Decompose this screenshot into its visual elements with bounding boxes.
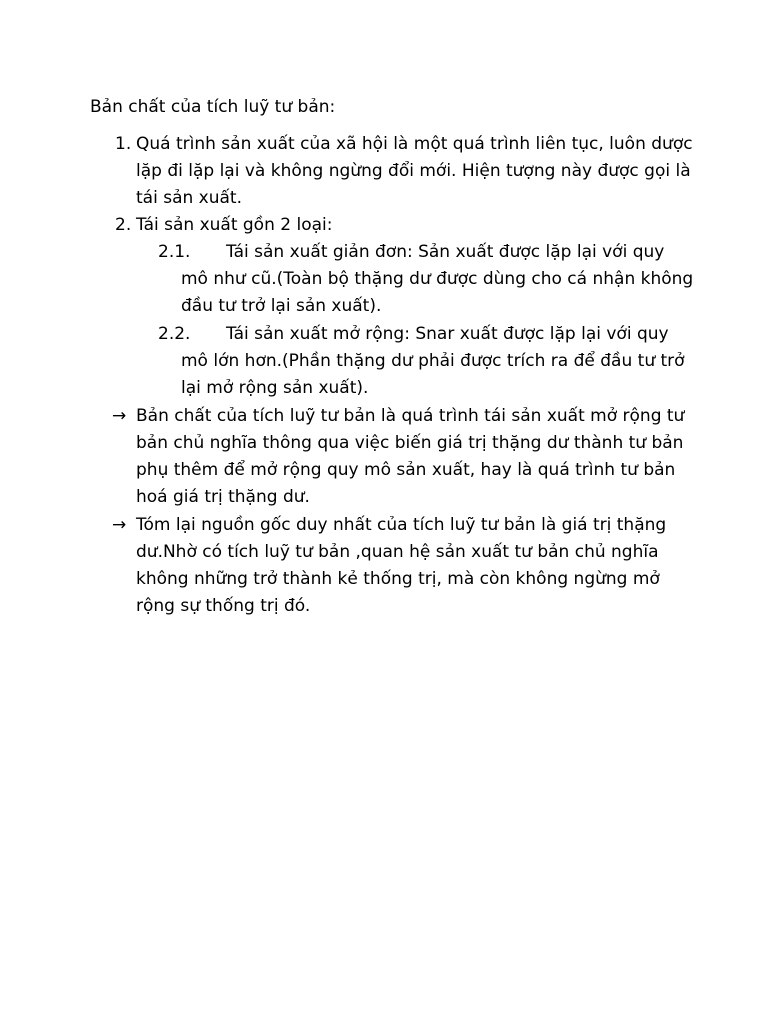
sub-2-line-1: Tái sản xuất mở rộng: Snar xuất được lặp lại với quy [226, 324, 669, 344]
arrow-right-icon: → [112, 515, 127, 535]
sub-1-line-3: đầu tư trở lại sản xuất). [181, 296, 382, 316]
sub-2-line-2: mô lớn hơn.(Phần thặng dư phải được trích ra để đầu tư trở [181, 351, 685, 371]
arrow-1-line-2: bản chủ nghĩa thông qua việc biến giá trị thặng dư thành tư bản [136, 433, 684, 453]
item-2-line-1: Tái sản xuất gồn 2 loại: [136, 215, 333, 235]
list-marker-1: 1. [115, 134, 132, 154]
arrow-1-line-4: hoá giá trị thặng dư. [136, 487, 310, 507]
sub-marker-2-1: 2.1. [158, 242, 191, 262]
arrow-2-line-1: Tóm lại nguồn gốc duy nhất của tích luỹ tư bản là giá trị thặng [136, 515, 667, 535]
arrow-2-line-3: không những trở thành kẻ thống trị, mà còn không ngừng mở [136, 569, 660, 589]
item-1-line-3: tái sản xuất. [136, 188, 242, 208]
document-heading: Bản chất của tích luỹ tư bản: [90, 97, 336, 117]
arrow-right-icon: → [112, 406, 127, 426]
sub-1-line-1: Tái sản xuất giản đơn: Sản xuất được lặp lại với quy [226, 242, 665, 262]
arrow-1-line-3: phụ thêm để mở rộng quy mô sản xuất, hay là quá trình tư bản [136, 460, 676, 480]
item-1-line-1: Quá trình sản xuất của xã hội là một quá trình liên tục, luôn dược [136, 134, 693, 154]
item-1-line-2: lặp đi lặp lại và không ngừng đổi mới. Hiện tượng này được gọi là [136, 161, 691, 181]
sub-marker-2-2: 2.2. [158, 324, 191, 344]
sub-2-line-3: lại mở rộng sản xuất). [181, 378, 369, 398]
arrow-1-line-1: Bản chất của tích luỹ tư bản là quá trình tái sản xuất mở rộng tư [136, 406, 685, 426]
arrow-2-line-2: dư.Nhờ có tích luỹ tư bản ,quan hệ sản xuất tư bản chủ nghĩa [136, 542, 659, 562]
arrow-2-line-4: rộng sự thống trị đó. [136, 596, 311, 616]
list-marker-2: 2. [115, 215, 132, 235]
sub-1-line-2: mô như cũ.(Toàn bộ thặng dư được dùng cho cá nhận không [181, 269, 694, 289]
